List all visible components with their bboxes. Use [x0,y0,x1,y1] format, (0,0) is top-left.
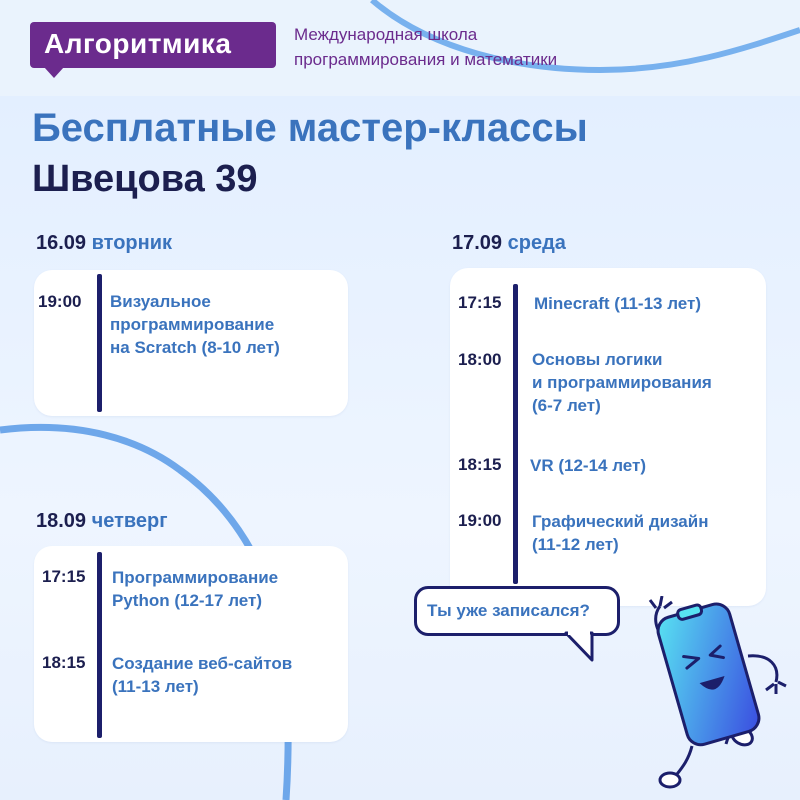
speech-bubble-text: Ты уже записался? [427,601,590,620]
event-time: 17:15 [458,293,502,312]
timeline-bar [97,552,102,738]
event-title: Minecraft (11-13 лет) [534,294,702,313]
event-title: Визуальное программирование на Scratch (8-10 лет) [110,292,280,357]
phone-mascot-icon [630,596,790,792]
timeline-bar [513,284,518,584]
schedule-card-wednesday [450,268,766,606]
event-time: 18:15 [42,653,86,672]
event-time: 17:15 [42,567,86,586]
schedule-card-tuesday [34,270,348,416]
page-title: Бесплатные мастер-классы [32,106,588,150]
algoritmika-logo [30,22,276,68]
day-date: 17.09 [452,232,503,254]
logo-tail [44,67,64,78]
day-date: 18.09 [36,510,87,532]
event-title: Создание веб-сайтов (11-13 лет) [112,654,293,696]
day-weekday: среда [507,232,566,254]
event-time: 19:00 [38,292,82,311]
event-title: Основы логики и программирования (6-7 лет) [532,350,712,415]
day-weekday: вторник [91,232,173,254]
event-time: 18:15 [458,455,502,474]
day-heading-wednesday [452,232,566,255]
day-date: 16.09 [36,232,87,254]
tagline-line-2: программирования и математики [294,50,558,69]
day-heading-tuesday [36,232,172,255]
day-weekday: четверг [91,510,168,532]
timeline-bar [97,274,102,412]
logo-text: Алгоритмика [44,28,232,59]
page-subtitle: Швецова 39 [32,158,258,200]
event-time: 19:00 [458,511,502,530]
speech-bubble [414,586,620,636]
brand-tagline [294,22,674,72]
schedule-card-thursday [34,546,348,742]
tagline-line-1: Международная школа [294,25,478,44]
event-time: 18:00 [458,350,502,369]
event-title: Графический дизайн (11-12 лет) [532,512,709,554]
event-title: Программирование Python (12-17 лет) [112,568,279,610]
event-title: VR (12-14 лет) [530,456,646,475]
day-heading-thursday [36,510,168,533]
